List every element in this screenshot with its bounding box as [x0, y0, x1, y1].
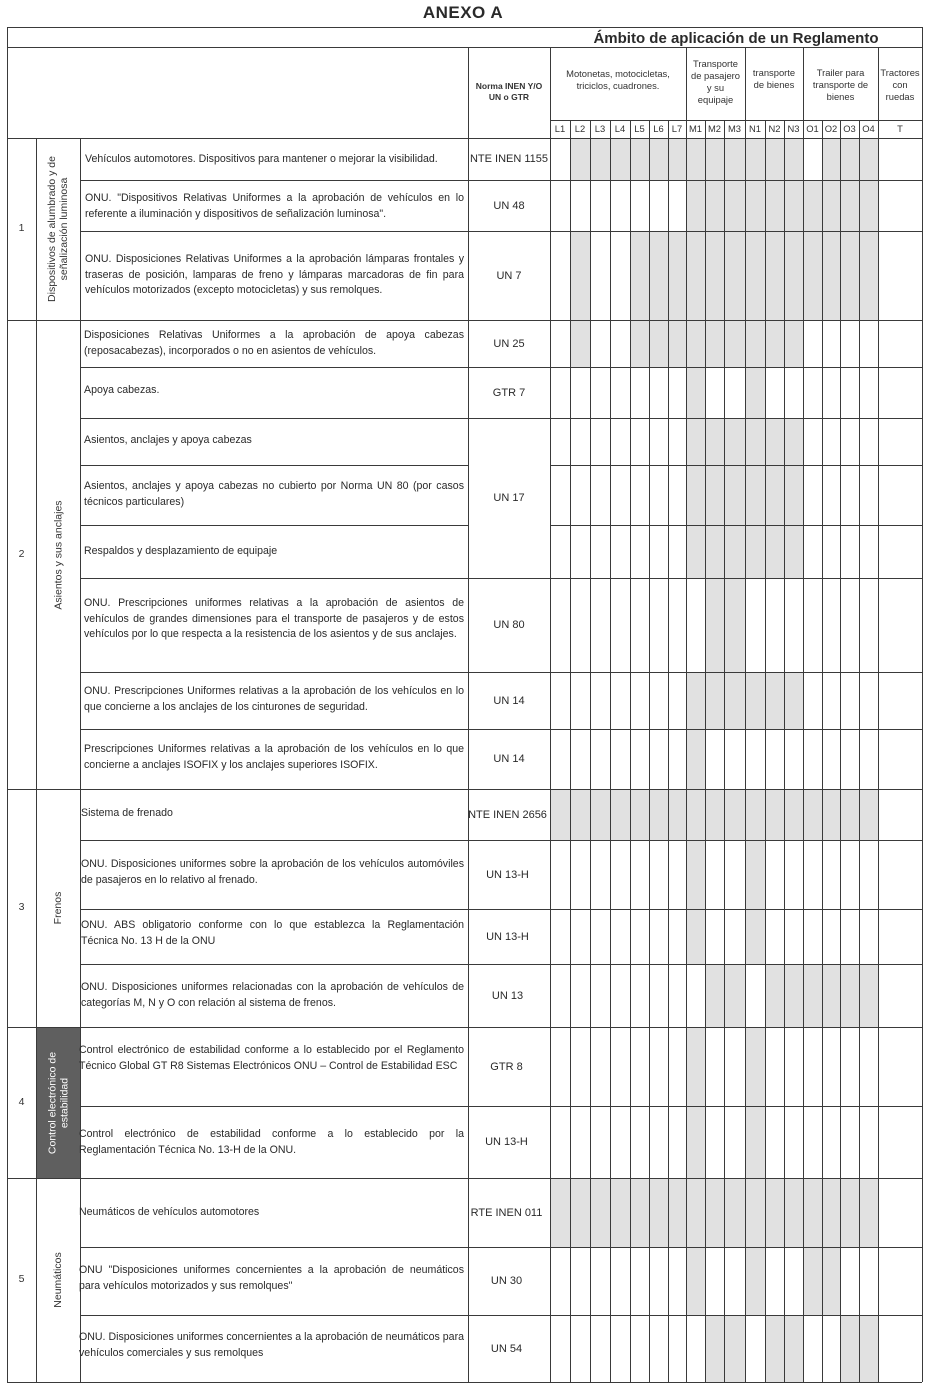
category-code: O3: [843, 123, 856, 134]
section-number-line: [36, 138, 37, 1382]
norm-reference: UN 30: [490, 1275, 523, 1287]
requirement-description: Neumáticos de vehículos automotores: [79, 1206, 260, 1218]
category-group-header: transporte de bienes: [752, 67, 796, 90]
applicable-cell: [650, 790, 668, 840]
applicable-cell: [746, 1028, 765, 1106]
requirement-description: ONU. Disposiciones uniformes relacionadas con la aprobación de vehículos de categorías M, N y O con relación al sistema de frenos.: [81, 981, 464, 1009]
category-group-header: Motonetas, motocicletas, triciclos, cuadrones.: [566, 68, 670, 91]
requirement-description: Prescripciones Uniformes relativas a la aprobación de los vehículos en lo que concierne a anclajes ISOFIX y los anclajes superiores ISOFIX.: [84, 743, 464, 771]
applicable-cell: [706, 321, 724, 367]
category-code: L3: [594, 123, 606, 134]
applicable-cell: [725, 1316, 745, 1382]
applicable-cell: [725, 321, 745, 367]
applicable-cell: [687, 181, 705, 231]
section-name-line: [80, 138, 81, 1382]
category-divider: [630, 120, 631, 1382]
applicable-cell: [860, 965, 878, 1027]
applicable-cell: [860, 790, 878, 840]
applicable-cell: [823, 1179, 840, 1247]
applicable-cell: [746, 368, 765, 418]
section-number: 1: [18, 222, 25, 234]
requirement-description: Control electrónico de estabilidad conforme a lo establecido por el Reglamento Técnico Global GT R8 Sistemas Electrónicos ONU – Control de Estabilidad ESC: [79, 1044, 464, 1072]
applicable-cell: [725, 790, 745, 840]
applicable-cell: [631, 1179, 649, 1247]
applicable-cell: [725, 526, 745, 578]
norm-reference: UN 80: [493, 619, 525, 631]
applicable-cell: [823, 790, 840, 840]
applicable-cell: [746, 841, 765, 909]
applicable-cell: [611, 790, 630, 840]
category-code: N2: [768, 123, 781, 134]
category-code: T: [897, 123, 903, 134]
requirement-description: ONU. Disposiciones uniformes concernientes a la aprobación de neumáticos para vehículos comerciales y sus remolques: [79, 1331, 464, 1359]
applicable-cell: [823, 965, 840, 1027]
row-line: [550, 465, 922, 466]
category-divider: [705, 120, 706, 1382]
applicable-cell: [687, 232, 705, 320]
applicable-cell: [669, 790, 686, 840]
applicable-cell: [785, 181, 803, 231]
applicable-cell: [804, 1179, 822, 1247]
applicable-cell: [669, 232, 686, 320]
applicable-cell: [706, 965, 724, 1027]
applicable-cell: [841, 1179, 859, 1247]
applicable-cell: [687, 139, 705, 180]
applicable-cell: [746, 139, 765, 180]
norm-reference: UN 13-H: [486, 930, 529, 943]
applicable-cell: [591, 1179, 610, 1247]
applicable-cell: [725, 1179, 745, 1247]
applicable-cell: [804, 1248, 822, 1315]
requirement-description: Control electrónico de estabilidad conforme a lo establecido por la Reglamentación Técnica No. 13-H de la ONU.: [79, 1128, 464, 1156]
category-code: O2: [824, 123, 838, 134]
applicable-cell: [687, 419, 705, 465]
applicable-cell: [766, 526, 784, 578]
applicable-cell: [706, 1179, 724, 1247]
category-divider: [686, 120, 687, 1382]
applicable-cell: [725, 965, 745, 1027]
table-border-top: [7, 27, 922, 28]
applicable-cell: [860, 181, 878, 231]
applicable-cell: [725, 466, 745, 525]
norm-reference: RTE INEN 011: [470, 1206, 543, 1219]
category-code: L2: [574, 123, 586, 134]
norm-reference: UN 48: [493, 199, 525, 212]
norm-reference: NTE INEN 2656: [468, 808, 547, 821]
norm-reference: UN 17: [493, 492, 525, 504]
norm-reference: UN 14: [493, 753, 525, 765]
applicable-cell: [823, 1248, 840, 1315]
category-group-header: Tractores con ruedas: [880, 67, 920, 102]
category-divider: [878, 120, 879, 1382]
group-divider: [745, 47, 746, 120]
group-divider: [803, 47, 804, 120]
category-divider: [859, 120, 860, 1382]
applicable-cell: [631, 321, 649, 367]
page-title: ANEXO A: [422, 3, 504, 22]
applicable-cell: [687, 466, 705, 525]
applicable-cell: [746, 419, 765, 465]
applicable-cell: [725, 181, 745, 231]
norm-reference: GTR 7: [492, 386, 526, 399]
applicable-cell: [746, 1179, 765, 1247]
applicable-cell: [766, 1179, 784, 1247]
applicable-cell: [551, 1179, 570, 1247]
section-name: Neumáticos: [52, 1252, 64, 1308]
applicable-cell: [650, 139, 668, 180]
norm-reference: UN 7: [496, 269, 522, 282]
norm-reference: GTR 8: [490, 1060, 523, 1073]
category-code: O4: [862, 123, 875, 134]
applicable-cell: [766, 965, 784, 1027]
norm-reference: UN 13-H: [486, 868, 529, 881]
applicable-cell: [725, 673, 745, 729]
applicable-cell: [841, 790, 859, 840]
applicable-cell: [706, 419, 724, 465]
group-divider: [922, 47, 923, 120]
applicable-cell: [841, 232, 859, 320]
applicable-cell: [785, 1316, 803, 1382]
applicable-cell: [687, 790, 705, 840]
applicable-cell: [687, 526, 705, 578]
applicable-cell: [785, 321, 803, 367]
applicable-cell: [746, 1107, 765, 1178]
applicable-cell: [591, 139, 610, 180]
applicable-cell: [804, 232, 822, 320]
applicable-cell: [571, 1179, 590, 1247]
applicable-cell: [766, 673, 784, 729]
applicable-cell: [804, 790, 822, 840]
applicable-cell: [746, 673, 765, 729]
requirement-description: Apoya cabezas.: [84, 384, 160, 396]
applicable-cell: [650, 232, 668, 320]
applicable-cell: [706, 466, 724, 525]
applicable-cell: [766, 232, 784, 320]
applicable-cell: [551, 790, 570, 840]
group-divider: [686, 47, 687, 120]
row-line: [550, 525, 922, 526]
applicable-cell: [746, 466, 765, 525]
applicable-cell: [687, 368, 705, 418]
applicable-cell: [706, 579, 724, 672]
applicable-cell: [804, 181, 822, 231]
applicable-cell: [785, 673, 803, 729]
applicable-cell: [823, 139, 840, 180]
applicable-cell: [650, 1179, 668, 1247]
requirement-description: Respaldos y desplazamiento de equipaje: [84, 545, 278, 557]
applicable-cell: [571, 139, 590, 180]
applicable-cell: [687, 1179, 705, 1247]
applicable-cell: [766, 139, 784, 180]
norm-reference: NTE INEN 1155: [469, 153, 549, 165]
applicable-cell: [785, 139, 803, 180]
applicable-cell: [841, 965, 859, 1027]
section-name: Control electrónico de estabilidad: [46, 1051, 70, 1154]
category-column-line: [550, 47, 551, 1382]
applicable-cell: [860, 1179, 878, 1247]
requirement-description: ONU. Prescripciones uniformes relativas a la aprobación de asientos de vehículos de grandes dimensiones para el transporte de pasajeros y de estos vehículos por lo que respecta a la resistencia de los asientos y de sus anclajes.: [84, 597, 464, 640]
category-code: N3: [787, 123, 800, 134]
category-code: M3: [727, 123, 742, 134]
applicable-cell: [823, 232, 840, 320]
norm-column-header: Norma INEN Y/O UN o GTR: [475, 81, 543, 102]
applicable-cell: [687, 841, 705, 909]
applicable-cell: [746, 790, 765, 840]
applicable-cell: [860, 139, 878, 180]
applicable-cell: [687, 730, 705, 789]
applicable-cell: [669, 321, 686, 367]
applicable-cell: [785, 1179, 803, 1247]
group-divider: [878, 47, 879, 120]
category-code: O1: [806, 123, 819, 134]
row-line: [7, 1382, 922, 1383]
applicable-cell: [687, 910, 705, 964]
header-line: [550, 120, 922, 121]
category-divider: [724, 120, 725, 1382]
applicable-cell: [766, 466, 784, 525]
applicable-cell: [687, 1248, 705, 1315]
applicable-cell: [785, 419, 803, 465]
applicable-cell: [706, 181, 724, 231]
requirement-description: Asientos, anclajes y apoya cabezas no cubierto por Norma UN 80 (por casos técnicos particulares): [84, 480, 464, 508]
applicable-cell: [785, 466, 803, 525]
applicable-cell: [706, 232, 724, 320]
section-number: 5: [18, 1273, 25, 1285]
requirement-description: ONU "Disposiciones uniformes concernientes a la aprobación de neumáticos para vehículos motorizados y sus remolques": [79, 1264, 464, 1292]
applicable-cell: [725, 419, 745, 465]
category-divider: [668, 120, 669, 1382]
norm-reference: UN 25: [493, 337, 525, 350]
applicable-cell: [746, 321, 765, 367]
applicable-cell: [631, 139, 649, 180]
applicable-cell: [766, 181, 784, 231]
category-code: L4: [614, 123, 626, 134]
norm-reference: UN 13-H: [485, 1136, 528, 1148]
applicable-cell: [706, 790, 724, 840]
category-divider: [840, 120, 841, 1382]
applicable-cell: [746, 526, 765, 578]
applicable-cell: [706, 1316, 724, 1382]
applicable-cell: [746, 181, 765, 231]
applicable-cell: [687, 1028, 705, 1106]
applicable-cell: [706, 673, 724, 729]
requirement-description: Asientos, anclajes y apoya cabezas: [84, 434, 252, 446]
applicable-cell: [841, 1316, 859, 1382]
applicable-cell: [687, 321, 705, 367]
scope-header: Ámbito de aplicación de un Reglamento: [593, 30, 879, 47]
header-line: [7, 47, 922, 48]
norm-reference: UN 14: [493, 694, 525, 707]
category-divider: [610, 120, 611, 1382]
category-code: L6: [653, 123, 664, 134]
section-name: Dispositivos de alumbrado y de señalización luminosa: [46, 156, 70, 302]
applicable-cell: [706, 139, 724, 180]
category-divider: [570, 120, 571, 1382]
applicable-cell: [669, 1179, 686, 1247]
applicable-cell: [841, 181, 859, 231]
category-divider: [765, 120, 766, 1382]
applicable-cell: [571, 790, 590, 840]
category-group-header: Trailer para transporte de bienes: [812, 67, 869, 102]
applicable-cell: [766, 1316, 784, 1382]
row-line: [80, 525, 468, 526]
applicable-cell: [785, 790, 803, 840]
section-name: Asientos y sus anclajes: [52, 499, 64, 610]
applicable-cell: [571, 232, 590, 320]
applicable-cell: [725, 232, 745, 320]
applicable-cell: [823, 181, 840, 231]
category-divider: [590, 120, 591, 1382]
section-number: 2: [18, 547, 25, 560]
applicable-cell: [860, 1316, 878, 1382]
row-line: [80, 465, 468, 466]
applicable-cell: [591, 790, 610, 840]
applicable-cell: [785, 965, 803, 1027]
applicable-cell: [746, 910, 765, 964]
category-code: N1: [749, 123, 761, 134]
section-number: 3: [18, 901, 25, 913]
applicable-cell: [785, 526, 803, 578]
applicable-cell: [860, 232, 878, 320]
applicable-cell: [631, 232, 649, 320]
category-code: L1: [554, 123, 566, 134]
applicable-cell: [841, 139, 859, 180]
category-group-header: Transporte de pasajero y su equipaje: [691, 58, 740, 105]
category-divider: [649, 120, 650, 1382]
norm-reference: UN 54: [490, 1342, 523, 1355]
applicable-cell: [766, 790, 784, 840]
applicable-cell: [631, 790, 649, 840]
requirement-description: Disposiciones Relativas Uniformes a la aprobación de apoya cabezas (reposacabezas), incorporados o no en asientos de vehículos.: [84, 329, 464, 357]
category-code: M1: [688, 123, 703, 134]
applicable-cell: [687, 1107, 705, 1178]
applicable-cell: [611, 139, 630, 180]
requirement-description: ONU. "Dispositivos Relativas Uniformes a la aprobación de vehículos en lo referente a iluminación y dispositivos de señalización luminosa".: [85, 192, 464, 220]
applicable-cell: [746, 1248, 765, 1315]
applicable-cell: [725, 579, 745, 672]
applicable-cell: [706, 526, 724, 578]
requirement-description: ONU. Disposiciones Relativas Uniformes a la aprobación lámparas frontales y traseras de posición, lamparas de freno y lámparas marcadoras de fin para vehículos motorizados (excepto motocicletas) y sus remolques.: [85, 253, 464, 296]
applicable-cell: [766, 321, 784, 367]
requirement-description: ONU. Disposiciones uniformes sobre la aprobación de los vehículos automóviles de pasajeros en lo relativo al frenado.: [81, 858, 464, 886]
applicable-cell: [746, 232, 765, 320]
requirement-description: ONU. ABS obligatorio conforme con lo que establezca la Reglamentación Técnica No. 13 H de la ONU: [81, 919, 464, 947]
category-divider: [803, 120, 804, 1382]
norm-reference: UN 13: [491, 989, 524, 1002]
requirement-description: Vehículos automotores. Dispositivos para mantener o mejorar la visibilidad.: [85, 153, 438, 165]
applicable-cell: [785, 232, 803, 320]
category-divider: [784, 120, 785, 1382]
category-divider: [745, 120, 746, 1382]
category-divider: [822, 120, 823, 1382]
requirement-description: ONU. Prescripciones Uniformes relativas a la aprobación de los vehículos en lo que concierne a los anclajes de los cinturones de seguridad.: [84, 685, 464, 713]
applicable-cell: [611, 1179, 630, 1247]
requirement-description: Sistema de frenado: [81, 807, 173, 819]
category-code: L7: [671, 123, 683, 134]
applicable-cell: [571, 321, 590, 367]
applicable-cell: [687, 673, 705, 729]
row-line: [7, 320, 922, 321]
table-border-right: [922, 27, 923, 1382]
section-number: 4: [18, 1095, 25, 1108]
applicable-cell: [650, 321, 668, 367]
applicable-cell: [725, 139, 745, 180]
category-code: L5: [634, 123, 645, 134]
applicable-cell: [804, 965, 822, 1027]
category-code: M2: [707, 123, 722, 134]
applicable-cell: [669, 139, 686, 180]
applicable-cell: [766, 419, 784, 465]
section-name: Frenos: [52, 891, 64, 925]
